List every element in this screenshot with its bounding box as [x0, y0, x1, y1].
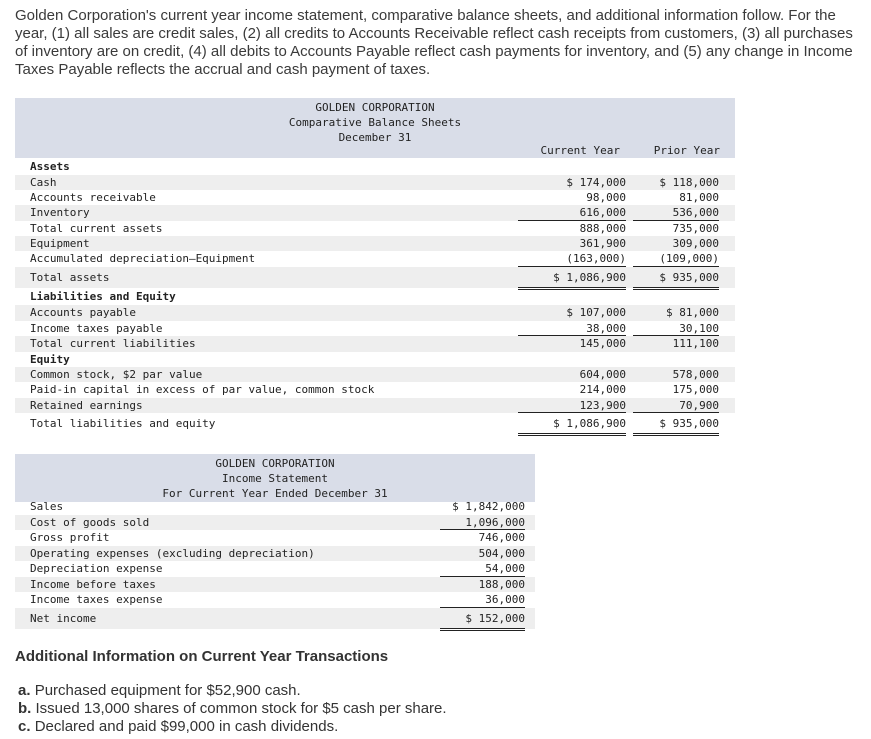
additional-info-title: Additional Information on Current Year Transactions: [15, 648, 389, 665]
bs-row-label: Total assets: [30, 270, 110, 284]
bs-row: [15, 398, 735, 413]
bs-prior-value: 536,000: [633, 205, 719, 220]
is-rows: [15, 499, 535, 629]
bs-row: [15, 305, 735, 320]
bs-prior-value: 578,000: [672, 367, 719, 381]
bs-rows: [15, 159, 735, 434]
is-row: [15, 608, 535, 629]
item-text: Purchased equipment for $52,900 cash.: [34, 682, 301, 699]
bs-current-value: $ 174,000: [566, 175, 626, 189]
additional-item-b: [18, 700, 447, 718]
bs-row-label: Total current liabilities: [30, 337, 196, 351]
is-value: 36,000: [440, 592, 525, 608]
bs-row-label: Inventory: [30, 206, 90, 220]
additional-item-c: [18, 718, 338, 736]
item-text: Issued 13,000 shares of common stock for $5 cash per share.: [35, 700, 447, 717]
bs-prior-value: 309,000: [672, 237, 719, 251]
bs-current-value: 214,000: [579, 383, 626, 397]
bs-row: [15, 336, 735, 351]
is-row: [15, 546, 535, 561]
is-company: GOLDEN CORPORATION: [215, 457, 335, 470]
bs-current-value: 604,000: [579, 367, 626, 381]
bs-prior-value: 30,100: [633, 321, 719, 336]
item-letter: c.: [18, 718, 31, 735]
bs-row-label: Total current assets: [30, 221, 163, 235]
bs-row: [15, 159, 735, 175]
bs-row-label: Retained earnings: [30, 398, 143, 412]
is-row-label: Income before taxes: [30, 577, 156, 591]
bs-current-value: $ 1,086,900: [518, 267, 626, 290]
is-value: 1,096,000: [440, 515, 525, 530]
bs-title: Comparative Balance Sheets: [288, 116, 462, 129]
is-row-label: Sales: [30, 500, 64, 513]
bs-row: [15, 175, 735, 190]
additional-item-a: [18, 682, 301, 700]
col-current-year: Current Year: [540, 144, 620, 157]
bs-row-label: Accumulated depreciation—Equipment: [30, 252, 256, 266]
bs-row: [15, 382, 735, 397]
is-title: Income Statement: [222, 472, 328, 485]
bs-prior-value: 81,000: [679, 190, 719, 204]
is-row: [15, 592, 535, 608]
is-row-label: Depreciation expense: [30, 562, 163, 576]
bs-date: December 31: [338, 131, 412, 144]
is-row: [15, 561, 535, 576]
bs-prior-value: (109,000): [633, 251, 719, 266]
item-letter: b.: [18, 700, 32, 717]
bs-prior-value: 735,000: [672, 221, 719, 235]
is-value: 54,000: [440, 561, 525, 576]
bs-row-label: Equipment: [30, 237, 90, 251]
bs-row: [15, 236, 735, 251]
bs-row-label: Cash: [30, 175, 57, 189]
bs-current-value: 888,000: [579, 221, 626, 235]
bs-row-label: Paid-in capital in excess of par value, common stock: [30, 383, 375, 397]
is-period: For Current Year Ended December 31: [162, 487, 388, 500]
bs-current-value: 361,900: [579, 237, 626, 251]
bs-row-label: Income taxes payable: [30, 321, 163, 335]
bs-row-label: Liabilities and Equity: [30, 289, 176, 303]
bs-row-label: Assets: [30, 160, 70, 173]
is-row-label: Cost of goods sold: [30, 516, 150, 529]
bs-prior-value: $ 935,000: [633, 413, 719, 436]
bs-row: [15, 205, 735, 220]
is-row: [15, 530, 535, 545]
bs-prior-value: $ 118,000: [659, 175, 719, 189]
bs-row: [15, 251, 735, 266]
col-prior-year: Prior Year: [653, 144, 720, 157]
is-value: $ 152,000: [440, 608, 525, 631]
bs-row: [15, 267, 735, 288]
bs-row: [15, 413, 735, 434]
bs-current-value: $ 107,000: [566, 306, 626, 320]
item-letter: a.: [18, 682, 31, 699]
is-value: 188,000: [478, 577, 525, 591]
bs-row: [15, 321, 735, 336]
bs-prior-value: 111,100: [672, 337, 719, 351]
is-value: 746,000: [478, 531, 525, 545]
bs-row: [15, 190, 735, 205]
bs-current-value: $ 1,086,900: [518, 413, 626, 436]
bs-prior-value: $ 935,000: [633, 267, 719, 290]
bs-current-value: 145,000: [579, 337, 626, 351]
bs-row-label: Accounts receivable: [30, 190, 156, 204]
bs-prior-value: 70,900: [633, 398, 719, 413]
bs-current-value: (163,000): [518, 251, 626, 266]
bs-row: [15, 352, 735, 367]
bs-current-value: 38,000: [518, 321, 626, 336]
bs-row: [15, 221, 735, 236]
bs-row-label: Accounts payable: [30, 306, 136, 320]
is-row-label: Operating expenses (excluding depreciation): [30, 546, 315, 560]
is-row: [15, 499, 535, 515]
bs-row: [15, 367, 735, 382]
is-row-label: Gross profit: [30, 531, 110, 545]
bs-row-label: Total liabilities and equity: [30, 417, 216, 431]
bs-row-label: Common stock, $2 par value: [30, 367, 203, 381]
is-value: 504,000: [478, 546, 525, 560]
bs-row-label: Equity: [30, 352, 70, 366]
bs-company: GOLDEN CORPORATION: [315, 101, 435, 114]
is-value: $ 1,842,000: [452, 500, 525, 513]
bs-current-value: 123,900: [518, 398, 626, 413]
is-row-label: Income taxes expense: [30, 592, 163, 606]
is-row: [15, 515, 535, 530]
bs-prior-value: $ 81,000: [666, 306, 719, 320]
is-row: [15, 577, 535, 592]
bs-current-value: 98,000: [586, 190, 626, 204]
bs-prior-value: 175,000: [672, 383, 719, 397]
intro-paragraph: Golden Corporation's current year income statement, comparative balance sheets, and additional information follow. For the year, (1) all sales are credit sales, (2) all credits to Accounts Receivable reflect cash receipts from customers, (3) all purchases of inventory are on credit, (4) all debits to Accounts Payable reflect cash payments for inventory, and (5) any change in Income Taxes Payable reflects the accrual and cash payment of taxes.: [15, 7, 853, 78]
is-row-label: Net income: [30, 611, 97, 625]
item-text: Declared and paid $99,000 in cash dividends.: [34, 718, 339, 735]
bs-current-value: 616,000: [518, 205, 626, 220]
bs-row: [15, 288, 735, 306]
